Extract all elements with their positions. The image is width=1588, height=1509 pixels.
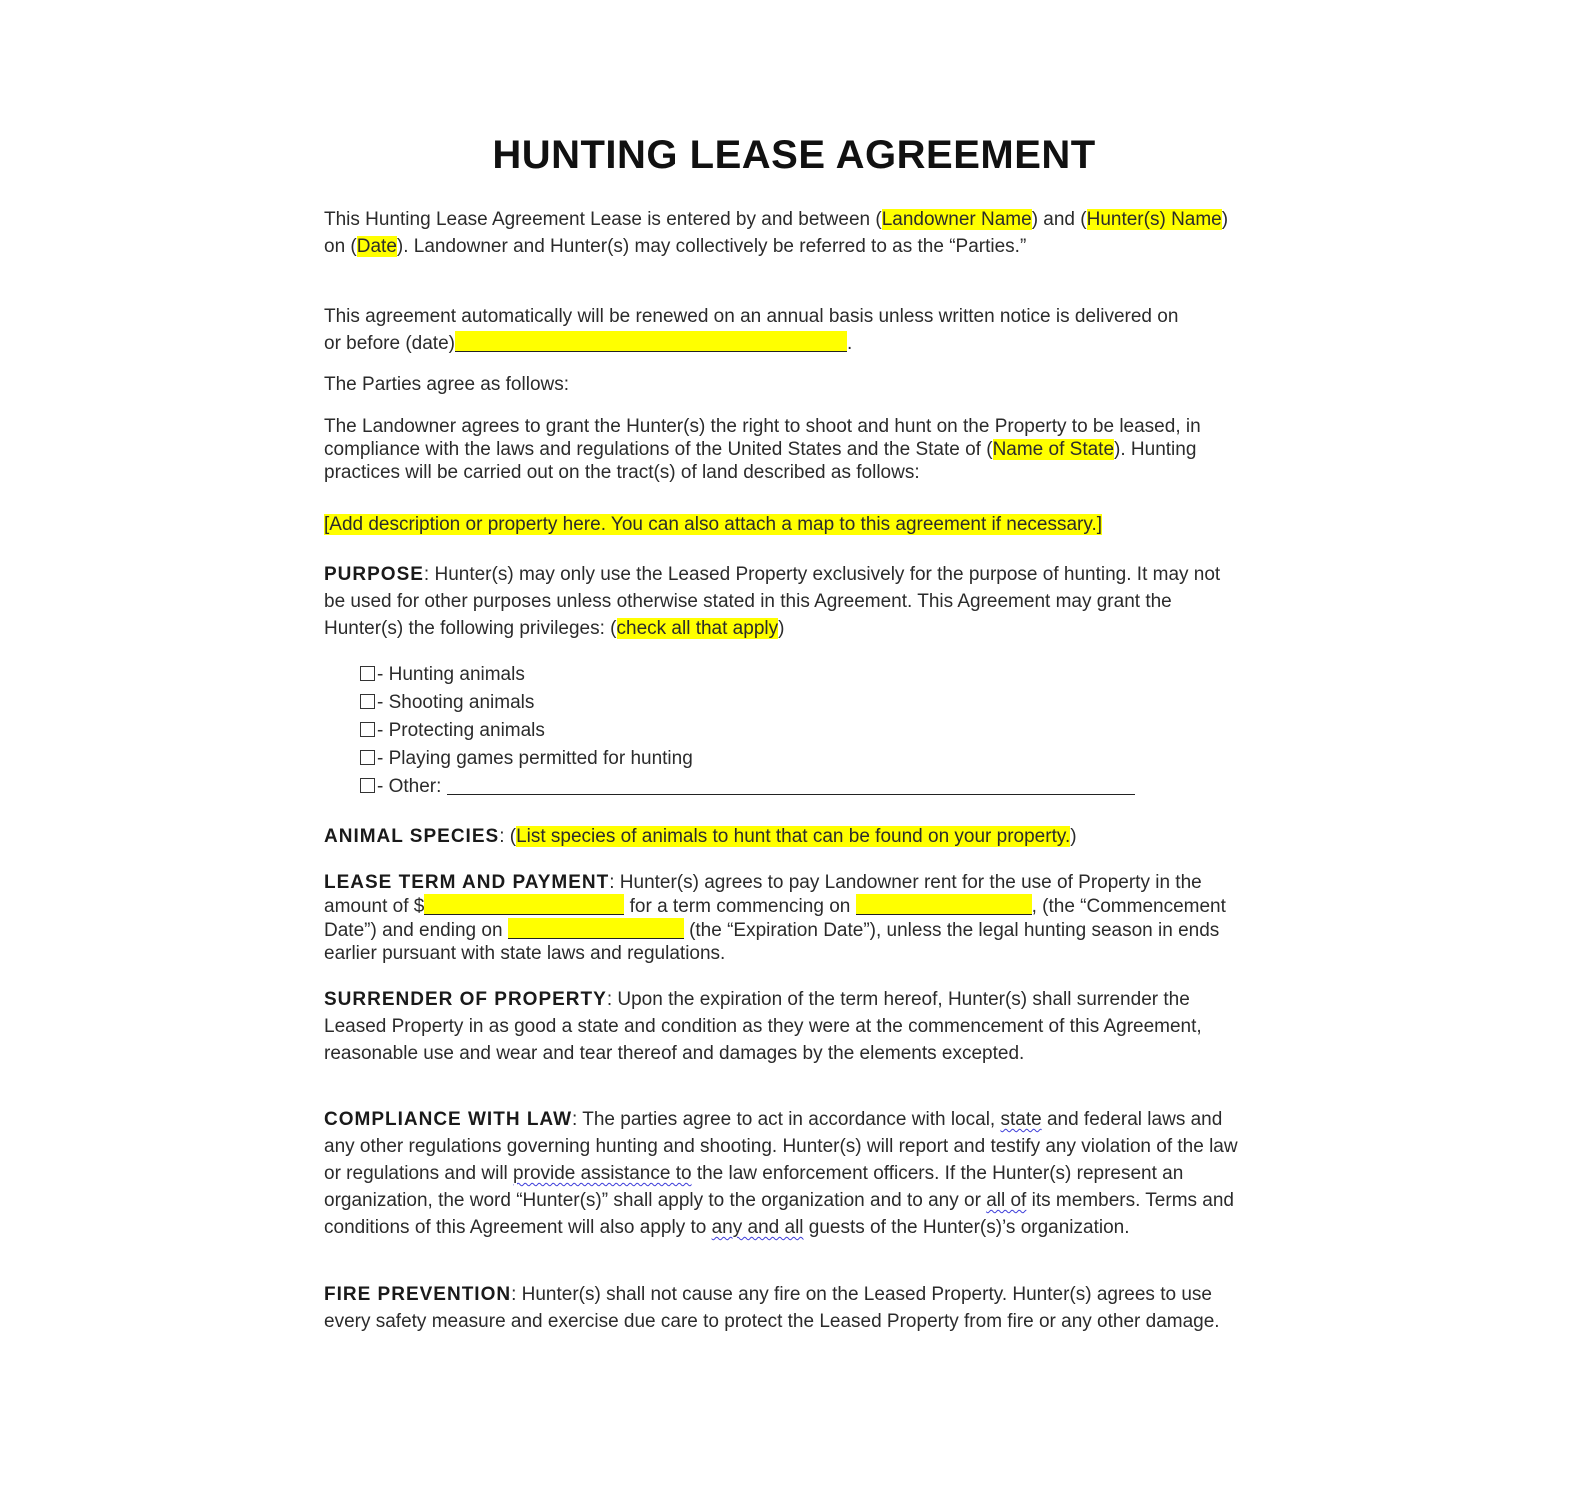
privilege-item-other	[360, 773, 1220, 801]
intro-text: ) and (	[1031, 209, 1087, 230]
compliance-paragraph	[324, 1106, 1244, 1241]
lease-text: , (the “Commencement Date”) and ending on	[324, 896, 1226, 941]
compliance-text: its members. Terms and conditions of this Agreement will also apply to	[324, 1190, 1234, 1238]
state-name-placeholder[interactable]: Name of State	[992, 439, 1115, 460]
lease-text: : Hunter(s) agrees to pay Landowner rent for the use of Property in the amount of $	[324, 872, 1202, 917]
privileges-checklist	[360, 661, 1220, 801]
species-placeholder[interactable]: List species of animals to hunt that can be found on your property.	[516, 826, 1071, 847]
checkbox[interactable]	[360, 778, 375, 793]
surrender-heading: SURRENDER OF PROPERTY	[324, 989, 607, 1010]
renewal-text: This agreement automatically will be renewed on an annual basis unless written notice is delivered on or before (date)	[324, 306, 1179, 354]
compliance-heading: COMPLIANCE WITH LAW	[324, 1109, 573, 1130]
species-text: )	[1070, 826, 1077, 847]
property-description-paragraph	[324, 511, 1244, 538]
renewal-text: .	[846, 333, 853, 354]
document-title: HUNTING LEASE AGREEMENT	[492, 133, 1096, 177]
expiration-date-field[interactable]	[508, 918, 684, 939]
landowner-name-placeholder[interactable]: Landowner Name	[881, 209, 1032, 230]
lease-term-heading: LEASE TERM AND PAYMENT	[324, 872, 610, 893]
renewal-paragraph	[324, 303, 1184, 357]
date-placeholder[interactable]: Date	[356, 236, 397, 257]
spellcheck-flag: provide assistance to	[513, 1163, 692, 1184]
fire-prevention-text: : Hunter(s) shall not cause any fire on the Leased Property. Hunter(s) agrees to use every safety measure and exercise due care to protect the Leased Property from fire or any other damage.	[324, 1284, 1220, 1332]
commencement-date-field[interactable]	[856, 894, 1032, 915]
spellcheck-flag: all of	[986, 1190, 1027, 1211]
intro-paragraph	[324, 206, 1244, 260]
surrender-text: : Upon the expiration of the term hereof, Hunter(s) shall surrender the Leased Property in as good a state and condition as they were at the commencement of this Agreement, reasonable use and wear and tear thereof and damages by the elements excepted.	[324, 989, 1202, 1064]
compliance-text: and federal laws and any other regulations governing hunting and shooting. Hunter(s) will report and testify any violation of the law or regulations and will	[324, 1109, 1238, 1184]
grant-text: ). Hunting practices will be carried out on the tract(s) of land described as follows:	[324, 439, 1197, 483]
spellcheck-flag: any and all	[711, 1217, 804, 1238]
purpose-heading: PURPOSE	[324, 564, 424, 585]
checkbox[interactable]	[360, 750, 375, 765]
intro-text: ). Landowner and Hunter(s) may collectively be referred to as the “Parties.”	[396, 236, 1027, 257]
privilege-item-protecting	[360, 717, 1220, 745]
privilege-item-hunting	[360, 661, 1220, 689]
fire-prevention-paragraph	[324, 1281, 1244, 1335]
privilege-item-games	[360, 745, 1220, 773]
checkbox[interactable]	[360, 694, 375, 709]
fire-prevention-heading: FIRE PREVENTION	[324, 1284, 512, 1305]
grant-paragraph	[324, 415, 1244, 484]
spellcheck-flag: state	[1000, 1109, 1042, 1130]
privilege-item-shooting	[360, 689, 1220, 717]
property-description-placeholder[interactable]: [Add description or property here. You can also attach a map to this agreement if necessary.]	[324, 514, 1103, 535]
purpose-paragraph	[324, 561, 1244, 642]
lease-text: (the “Expiration Date”), unless the legal hunting season in ends earlier pursuant with state laws and regulations.	[324, 920, 1220, 964]
species-heading: ANIMAL SPECIES	[324, 826, 500, 847]
renewal-date-field[interactable]	[455, 331, 847, 352]
privilege-label: - Protecting animals	[377, 720, 545, 741]
surrender-paragraph	[324, 986, 1244, 1067]
privilege-label: - Shooting animals	[377, 692, 535, 713]
checkbox[interactable]	[360, 722, 375, 737]
purpose-text: : Hunter(s) may only use the Leased Property exclusively for the purpose of hunting. It may not be used for other purposes unless otherwise stated in this Agreement. This Agreement may grant the Hunter(s) the following privileges: (	[324, 564, 1221, 639]
privilege-label: - Hunting animals	[377, 664, 525, 685]
purpose-text: )	[778, 618, 785, 639]
privilege-label: - Other:	[377, 776, 442, 797]
other-privilege-field[interactable]	[447, 774, 1135, 795]
lease-term-paragraph	[324, 871, 1244, 965]
check-all-placeholder[interactable]: check all that apply	[616, 618, 779, 639]
compliance-text: : The parties agree to act in accordance with local,	[572, 1109, 1001, 1130]
grant-text: The Landowner agrees to grant the Hunter(s) the right to shoot and hunt on the Property to be leased, in compliance with the laws and regulations of the United States and the State of (	[324, 416, 1201, 460]
intro-text: This Hunting Lease Agreement Lease is entered by and between (	[324, 209, 882, 230]
hunter-name-placeholder[interactable]: Hunter(s) Name	[1086, 209, 1222, 230]
privilege-label: - Playing games permitted for hunting	[377, 748, 693, 769]
species-paragraph	[324, 823, 1244, 850]
compliance-text: the law enforcement officers. If the Hunter(s) represent an organization, the word “Hunter(s)” shall apply to the organization and to any or	[324, 1163, 1184, 1211]
lease-text: for a term commencing on	[624, 896, 856, 917]
intro-text: ) on (	[324, 209, 1229, 257]
compliance-text: guests of the Hunter(s)’s organization.	[803, 1217, 1130, 1238]
rent-amount-field[interactable]	[424, 894, 624, 915]
checkbox[interactable]	[360, 666, 375, 681]
species-text: : (	[499, 826, 517, 847]
parties-agree-text: The Parties agree as follows:	[324, 374, 570, 395]
